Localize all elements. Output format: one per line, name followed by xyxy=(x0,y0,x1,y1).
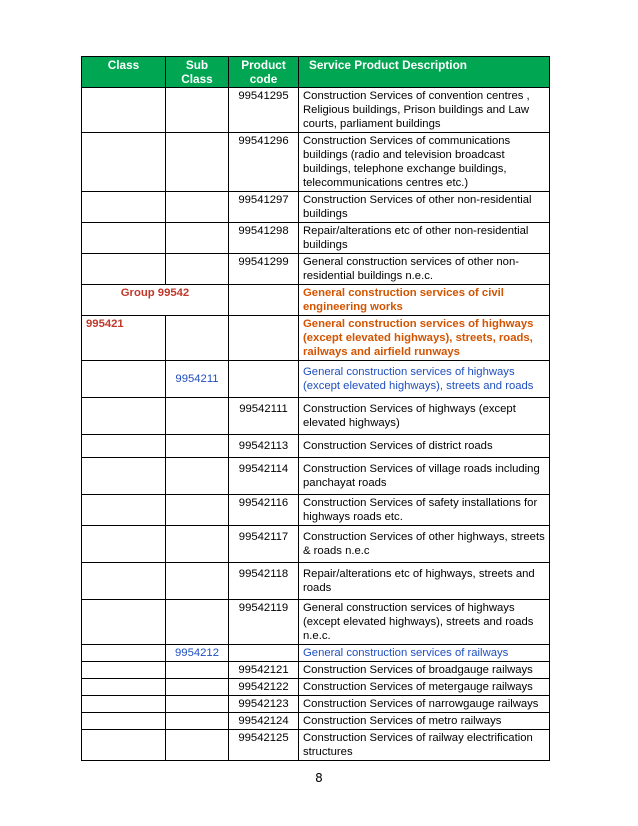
class-code: 995421 xyxy=(82,316,166,361)
header-product-code: Product code xyxy=(229,57,299,88)
product-code: 99542116 xyxy=(229,495,299,526)
table-row xyxy=(82,730,550,761)
table-row xyxy=(82,679,550,696)
description: Construction Services of other highways, streets & roads n.e.c xyxy=(299,526,550,563)
table-row xyxy=(82,254,550,285)
description: Repair/alterations etc of other non-residential buildings xyxy=(299,223,550,254)
description: Construction Services of highways (except elevated highways) xyxy=(299,398,550,435)
table-row xyxy=(82,713,550,730)
table-row xyxy=(82,192,550,223)
group-label: Group 99542 xyxy=(82,285,229,316)
product-code: 99542111 xyxy=(229,398,299,435)
table-row xyxy=(82,495,550,526)
class-row xyxy=(82,316,550,361)
product-code: 99541296 xyxy=(229,133,299,192)
product-code: 99542122 xyxy=(229,679,299,696)
table-row xyxy=(82,398,550,435)
product-code: 99542118 xyxy=(229,563,299,600)
table-row xyxy=(82,600,550,645)
table-row xyxy=(82,435,550,458)
header-class: Class xyxy=(82,57,166,88)
product-code: 99542119 xyxy=(229,600,299,645)
product-code: 99542125 xyxy=(229,730,299,761)
product-code: 99542113 xyxy=(229,435,299,458)
subclass-code: 9954212 xyxy=(166,645,229,662)
header-sub-class: Sub Class xyxy=(166,57,229,88)
product-code: 99542114 xyxy=(229,458,299,495)
table-row xyxy=(82,223,550,254)
description: Construction Services of other non-residential buildings xyxy=(299,192,550,223)
description: General construction services of highways (except elevated highways), streets and roads n.e.c. xyxy=(299,600,550,645)
description: Construction Services of communications buildings (radio and television broadcast buildings, telephone exchange buildings, telecommunications centres etc.) xyxy=(299,133,550,192)
description: Repair/alterations etc of highways, streets and roads xyxy=(299,563,550,600)
table-header-row xyxy=(82,57,550,88)
group-description: General construction services of civil engineering works xyxy=(299,285,550,316)
table-row xyxy=(82,662,550,679)
subclass-row xyxy=(82,361,550,398)
description: General construction services of other non-residential buildings n.e.c. xyxy=(299,254,550,285)
table-row xyxy=(82,526,550,563)
table-row xyxy=(82,88,550,133)
subclass-code: 9954211 xyxy=(166,361,229,398)
description: Construction Services of railway electrification structures xyxy=(299,730,550,761)
description: Construction Services of convention centres , Religious buildings, Prison buildings and Law courts, parliament buildings xyxy=(299,88,550,133)
product-code: 99542123 xyxy=(229,696,299,713)
subclass-description: General construction services of highways (except elevated highways), streets and roads xyxy=(299,361,550,398)
table-row xyxy=(82,696,550,713)
table-row xyxy=(82,458,550,495)
description: Construction Services of narrowgauge railways xyxy=(299,696,550,713)
description: Construction Services of district roads xyxy=(299,435,550,458)
description: Construction Services of village roads including panchayat roads xyxy=(299,458,550,495)
table-row xyxy=(82,133,550,192)
product-code: 99542117 xyxy=(229,526,299,563)
description: Construction Services of metro railways xyxy=(299,713,550,730)
subclass-row xyxy=(82,645,550,662)
header-description: Service Product Description xyxy=(299,57,550,88)
class-description: General construction services of highways (except elevated highways), streets, roads, railways and airfield runways xyxy=(299,316,550,361)
page-number: 8 xyxy=(315,771,323,785)
product-code: 99542124 xyxy=(229,713,299,730)
product-code: 99541295 xyxy=(229,88,299,133)
group-row xyxy=(82,285,550,316)
product-code: 99541297 xyxy=(229,192,299,223)
description: Construction Services of metergauge railways xyxy=(299,679,550,696)
product-code: 99541298 xyxy=(229,223,299,254)
description: Construction Services of safety installations for highways roads etc. xyxy=(299,495,550,526)
product-code: 99541299 xyxy=(229,254,299,285)
product-code: 99542121 xyxy=(229,662,299,679)
table-row xyxy=(82,563,550,600)
service-classification-table xyxy=(81,56,550,761)
subclass-description: General construction services of railways xyxy=(299,645,550,662)
description: Construction Services of broadgauge railways xyxy=(299,662,550,679)
